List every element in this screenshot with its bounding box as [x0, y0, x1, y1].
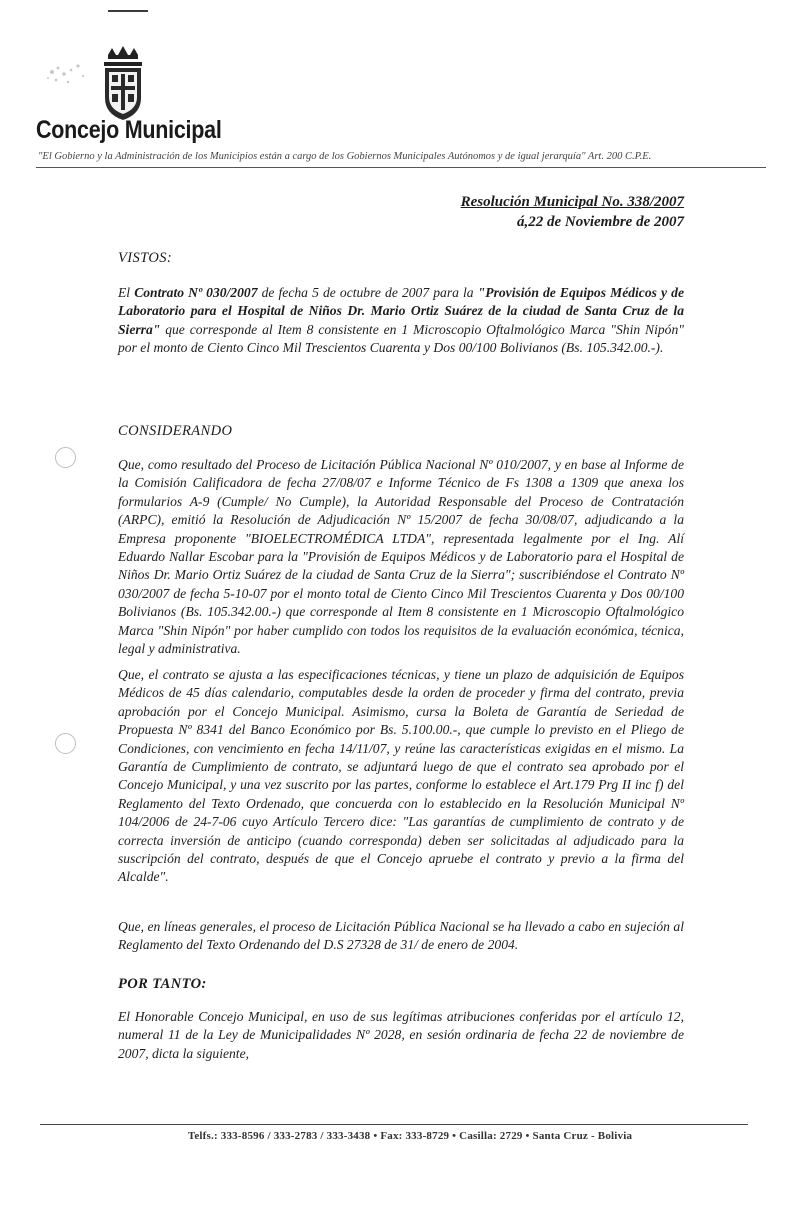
considerando-paragraph-3: Que, en líneas generales, el proceso de Licitación Pública Nacional se ha llevado a cabo en sujeción al Reglamento del Texto Ordenando del D.S 27328 de 31/ de enero de 2004. [118, 919, 684, 953]
brand-title: Concejo Municipal [36, 116, 222, 144]
vistos-text-e: que corresponde al Item 8 consistente en 1 Microscopio Oftalmológico Marca "Shin Nipón" por el monto de Ciento Cinco Mil Trescientos Cuarenta y Dos 00/100 Bolivianos (Bs. 105.342.00.-). [118, 321, 684, 356]
resolution-number: Resolución Municipal No. 338/2007 [460, 194, 684, 210]
top-edge-mark [108, 10, 148, 12]
contract-reference: Contrato Nº 030/2007 [134, 285, 258, 300]
punch-hole-bottom [55, 733, 76, 754]
footer-contact: Telfs.: 333-8596 / 333-2783 / 333-3438 • Fax: 333-8729 • Casilla: 2729 • Santa Cruz - Bolivia [187, 1130, 633, 1142]
coat-of-arms-icon [100, 46, 146, 122]
considerando-paragraph-2: Que, el contrato se ajusta a las especificaciones técnicas, y tiene un plazo de adquisición de Equipos Médicos de 45 días calendario, computables desde la orden de proceder y firma del contrato, previa aprobación por el Concejo Municipal. Asimismo, cursa la Boleta de Garantía de Seriedad de Propuesta Nº 8341 del Banco Económico por Bs. 5.100.00.-, que cumple lo previsto en el Pliego de Condiciones, con vencimiento en fecha 14/11/07, y reúne las características exigidas en el mismo. La Garantía de Cumplimiento de contrato, se adjuntará luego de que el contrato sea aprobado por el Concejo Municipal, y una vez suscrito por las partes, conforme lo establece el Art.179 Prg II inc f) del Reglamento del Texto Ordenado, que concuerda con lo establecido en la Resolución Municipal Nº 104/2006 de 24-7-06 cuyo Artículo Tercero dice: "Las garantías de cumplimiento de contrato y de correcta inversión de anticipo (cuando corresponda) deben ser solicitadas al adjudicado para la suscripción del contrato, después de que el Concejo apruebe el contrato y previo a la firma del Alcalde". [118, 667, 684, 885]
por-tanto-paragraph: El Honorable Concejo Municipal, en uso de sus legítimas atribuciones conferidas por el artículo 12, numeral 11 de la Ley de Municipalidades Nº 2028, en sesión ordinaria de fecha 22 de noviembre de 2007, dicta la siguiente, [118, 1009, 684, 1061]
vistos-text-c: de fecha 5 de octubre de 2007 para la [257, 285, 478, 300]
footer-divider [40, 1124, 748, 1125]
section-title-vistos: VISTOS: [118, 250, 173, 266]
vistos-text-a: El [118, 285, 135, 300]
stamp-mark-icon [38, 58, 94, 90]
contract-object: "Provisión de Equipos Médicos y de Laboratorio para el Hospital de Niños Dr. Mario Ortiz Suárez de la ciudad de Santa Cruz de la Sierra" [118, 285, 684, 337]
considerando-paragraph-1: Que, como resultado del Proceso de Licitación Pública Nacional Nº 010/2007, y en base al Informe de la Comisión Calificadora de fecha 27/08/07 e Informe Técnico de Fs 1308 a 1309 que anexa los formularios A-9 (Cumple/ No Cumple), la Autoridad Responsable del Proceso de Contratación (ARPC), emitió la Resolución de Adjudicación Nº 15/2007 de fecha 30/08/07, adjudicando a la Empresa proponente "BIOELECTROMÉDICA LTDA", representada legalmente por el Ing. Alí Eduardo Nallar Escobar para la "Provisión de Equipos Médicos y de Laboratorio para el Hospital de Niños Dr. Mario Ortiz Suárez de la ciudad de Santa Cruz de la Sierra"; suscribiéndose el Contrato Nº 030/2007 de fecha 5-10-07 por el monto total de Ciento Cinco Mil Trescientos Cuarenta y Dos 00/100 Bolivianos (Bs. 105.342.00.-) que corresponde al Item 8 consistente en 1 Microscopio Oftalmológico Marca "Shin Nipón" por haber cumplido con todos los requisitos de la evaluación económica, técnica, legal y administrativa. [118, 457, 684, 657]
punch-hole-top [55, 447, 76, 468]
section-title-considerando: CONSIDERANDO [118, 423, 233, 439]
vistos-paragraph [118, 284, 684, 358]
section-title-por-tanto: POR TANTO: [118, 976, 207, 992]
resolution-date: á,22 de Noviembre de 2007 [516, 214, 684, 230]
constitutional-motto: "El Gobierno y la Administración de los Municipios están a cargo de los Gobiernos Municipales Autónomos y de igual jerarquía" Art. 200 C.P.E. [38, 151, 652, 162]
header-divider [36, 167, 766, 168]
